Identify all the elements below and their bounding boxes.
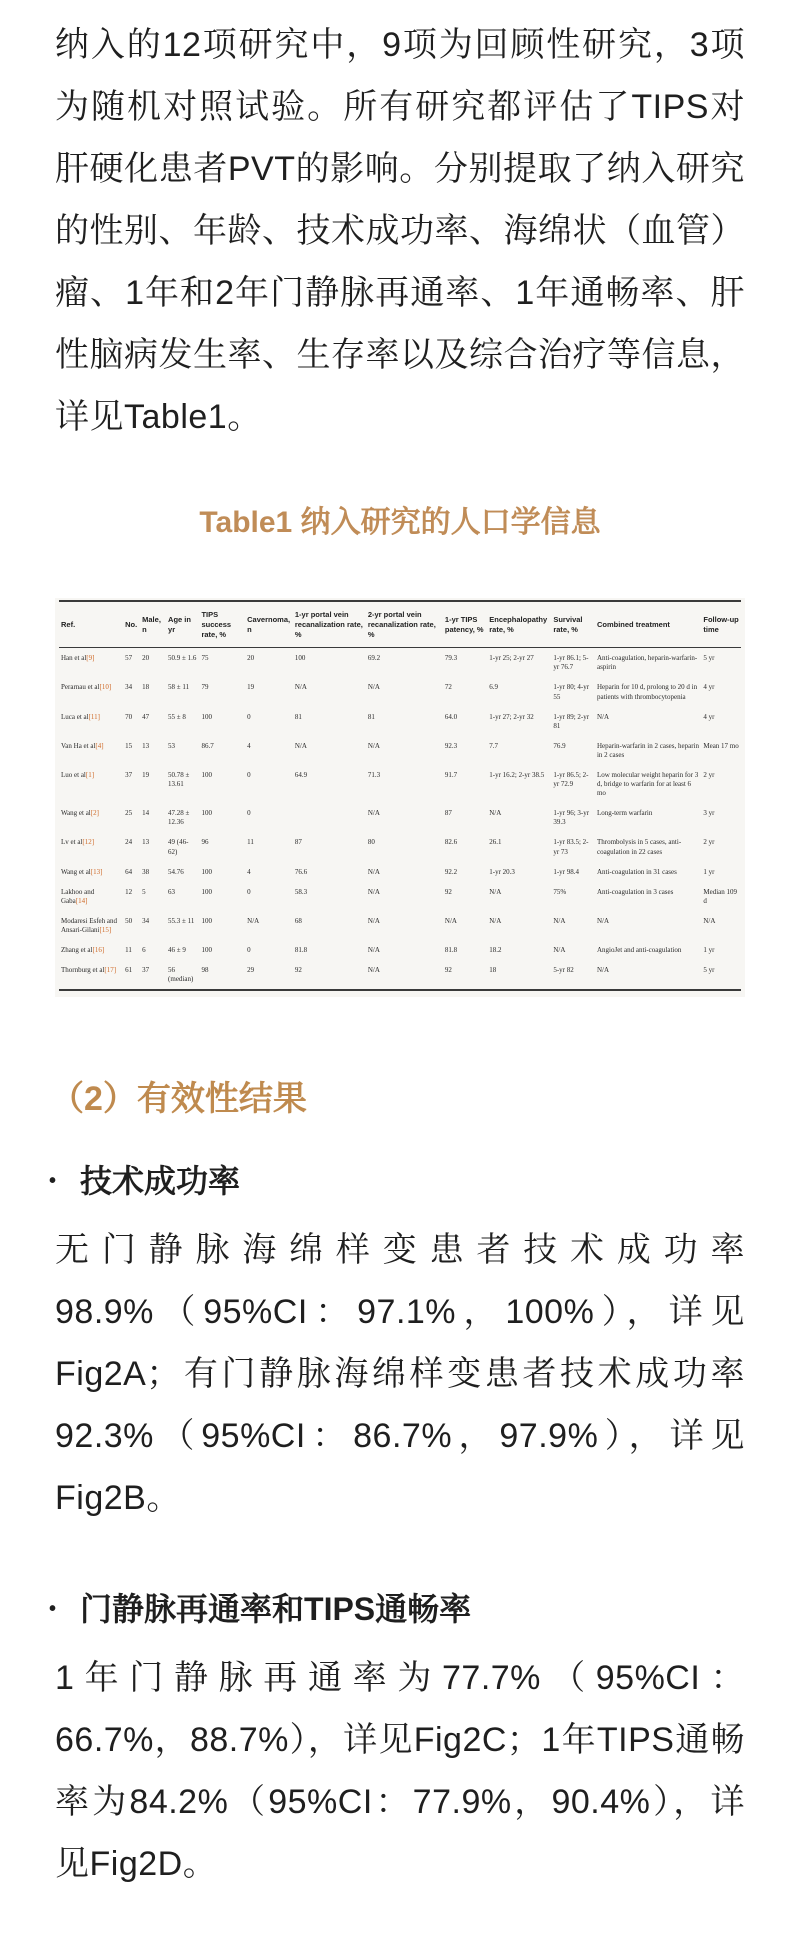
table-cell: Wang et al[2] (61, 809, 99, 818)
table-cell: 92 (444, 966, 452, 975)
table-cell: 81.8 (444, 946, 458, 955)
table-cell: 29 (247, 966, 255, 975)
table-cell: 11 (247, 838, 254, 847)
table-cell: Anti-coagulation in 3 cases (596, 887, 674, 896)
table-cell: 1-yr 25; 2-yr 27 (489, 654, 534, 663)
table-cell: 15 (125, 741, 133, 750)
table-cell: 91.7 (444, 771, 458, 779)
table-cell: 72 (444, 683, 452, 692)
table-cell: 1 yr (703, 867, 715, 876)
table-cell: 100 (201, 712, 212, 721)
table-cell: 100 (201, 867, 212, 876)
table-row (59, 862, 741, 882)
table-cell: 64.0 (444, 712, 458, 721)
table-cell: 14 (142, 809, 150, 818)
table-cell: 20 (247, 654, 255, 663)
table-title: Table1 纳入研究的人口学信息 (199, 506, 601, 539)
table-cell: 1-yr 80; 4-yr 55 (553, 683, 590, 701)
table-cell: 37 (125, 771, 133, 779)
table-cell: N/A (367, 809, 380, 818)
table-cell: Heparin-warfarin in 2 cases, heparin in 2 cases (596, 741, 700, 759)
table-cell: N/A (367, 966, 380, 975)
table-cell: 71.3 (367, 771, 381, 779)
table-cell: N/A (596, 966, 610, 975)
table-cell: 2 yr (703, 771, 715, 779)
table-cell: 76.9 (553, 741, 566, 750)
table-cell: 5 yr (703, 654, 715, 663)
reference-number: [1] (85, 771, 95, 779)
table-cell: Perarnau et al[10] (61, 683, 112, 692)
bullet-icon: • (49, 1598, 57, 1621)
table-cell: 13 (142, 741, 150, 750)
table-cell: 54.76 (168, 867, 184, 876)
table-cell: 100 (201, 809, 212, 818)
table-cell: Thornburg et al[17] (61, 966, 117, 975)
table-cell: 1-yr 98.4 (553, 867, 579, 876)
table-cell: Han et al[9] (61, 654, 95, 663)
table-cell: 26.1 (489, 838, 502, 847)
table-cell: N/A (703, 916, 716, 925)
table-cell: 18 (142, 683, 150, 692)
table-cell: 79.3 (444, 654, 458, 663)
table-cell: N/A (367, 916, 380, 925)
table-cell: 18.2 (489, 946, 502, 955)
table-cell: N/A (367, 867, 380, 876)
table-cell: N/A (596, 916, 610, 925)
table-cell: 0 (247, 771, 251, 779)
table-cell: N/A (367, 946, 380, 955)
table-cell: Van Ha et al[4] (61, 741, 104, 750)
table-cell: Luca et al[11] (61, 712, 100, 721)
table-cell: 4 yr (703, 683, 715, 692)
table-cell: Mean 17 mo (703, 741, 739, 750)
table-header-cell: Follow-up time (701, 601, 741, 648)
table-cell: 64.9 (294, 771, 308, 779)
table-cell: 1-yr 27; 2-yr 32 (489, 712, 534, 721)
table-cell: 80 (367, 838, 375, 847)
table-cell: 4 (247, 867, 251, 876)
table-cell: 81.8 (294, 946, 308, 955)
table-cell: Low molecular weight heparin for 3 d, bridge to warfarin for at least 6 mo (596, 771, 699, 798)
reference-number: [11] (88, 712, 100, 721)
table-cell: 86.7 (201, 741, 214, 750)
table-header-cell: TIPS success rate, % (199, 601, 245, 648)
table-cell: 20 (142, 654, 150, 663)
table-cell: 2 yr (703, 838, 715, 847)
reference-number: [9] (86, 654, 95, 663)
table-cell: N/A (489, 809, 502, 818)
table-cell: 4 (247, 741, 251, 750)
bullet-item-recanalization-patency (49, 1587, 745, 1631)
table-cell: 58 ± 11 (168, 683, 190, 692)
table-cell: 1-yr 86.5; 2-yr 72.9 (553, 771, 589, 789)
table-cell: 37 (142, 966, 150, 975)
table-cell: N/A (367, 741, 380, 750)
table-cell: Modaresi Esfeh and Ansari-Gilani[15] (61, 916, 117, 935)
table-header-cell: 2-yr portal vein recanalization rate, % (366, 601, 443, 648)
table-cell: Median 109 d (703, 887, 737, 905)
table-header-cell: Age in yr (166, 601, 199, 648)
table-cell: 1-yr 89; 2-yr 81 (553, 712, 590, 730)
table-cell: 1-yr 96; 3-yr 39.3 (553, 809, 590, 827)
technical-success-paragraph: 无门静脉海绵样变患者技术成功率98.9%（95%CI：97.1%，100%），详见Fig2A；有门静脉海绵样变患者技术成功率92.3%（95%CI：86.7%，97.9%），详见Fig2B。 (55, 1231, 745, 1518)
table-cell: 98 (201, 966, 209, 975)
table-cell: 55 ± 8 (168, 712, 186, 721)
table-cell: 57 (125, 654, 133, 663)
table-header-cell: Cavernoma, n (245, 601, 293, 648)
table-cell: 87 (294, 838, 302, 847)
reference-number: [14] (75, 896, 88, 905)
table-cell: 49 (46-62) (168, 838, 189, 856)
table-cell: N/A (553, 946, 566, 955)
table-cell: 92 (444, 887, 452, 896)
table-cell: 1 yr (703, 946, 715, 955)
table-cell: 75 (201, 654, 209, 663)
table-header-cell: Survival rate, % (551, 601, 595, 648)
table-cell: N/A (294, 741, 307, 750)
table-cell: 1-yr 83.5; 2-yr 73 (553, 838, 589, 856)
table-cell: 79 (201, 683, 209, 692)
table-cell: 56 (median) (168, 966, 194, 984)
table-header-cell: Ref. (59, 601, 123, 648)
table-cell: 19 (142, 771, 150, 779)
table-cell: N/A (367, 683, 380, 692)
intro-paragraph: 纳入的12项研究中，9项为回顾性研究，3项为随机对照试验。所有研究都评估了TIPS对肝硬化患者PVT的影响。分别提取了纳入研究的性别、年龄、技术成功率、海绵状（血管）瘤、1年和2年门静脉再通率、1年通畅率、肝性脑病发生率、生存率以及综合治疗等信息，详见Table1。 (55, 26, 745, 436)
table-cell: Anti-coagulation, heparin-warfarin-aspirin (596, 654, 698, 672)
table-cell: 64 (125, 867, 133, 876)
table-cell: 46 ± 9 (168, 946, 186, 955)
table-header-cell: 1-yr portal vein recanalization rate, % (293, 601, 366, 648)
table-cell: Heparin for 10 d, prolong to 20 d in patients with thrombocytopenia (596, 683, 698, 701)
table-header-cell: Male, n (140, 601, 166, 648)
table-cell: Long-term warfarin (596, 809, 653, 818)
table-cell: 6.9 (489, 683, 498, 692)
table-cell: 68 (294, 916, 302, 925)
table-header-cell: No. (123, 601, 140, 648)
table-cell: 1-yr 16.2; 2-yr 38.5 (489, 771, 545, 779)
reference-number: [10] (99, 683, 112, 692)
table-cell: 100 (294, 654, 306, 663)
table-cell: 5-yr 82 (553, 966, 574, 975)
table-cell: 38 (142, 867, 150, 876)
table-cell: 0 (247, 887, 251, 896)
bullet-label: 技术成功率 (80, 1163, 241, 1200)
table-cell: 92 (294, 966, 302, 975)
table-row (59, 803, 741, 832)
table-cell: 100 (201, 916, 212, 925)
table-cell: 55.3 ± 11 (168, 916, 195, 925)
reference-number: [15] (99, 926, 112, 935)
table-cell: 61 (125, 966, 133, 975)
table-cell: N/A (294, 683, 307, 692)
table-header-cell: Combined treatment (595, 601, 701, 648)
table-cell: 19 (247, 683, 255, 692)
table-cell: 25 (125, 809, 133, 818)
table-cell: Zhang et al[16] (61, 946, 105, 955)
table-row (59, 736, 741, 765)
table-cell: 3 yr (703, 809, 715, 818)
table-cell: 5 (142, 887, 146, 896)
table-cell: 6 (142, 946, 146, 955)
table-cell: 4 yr (703, 712, 715, 721)
table-cell: 75% (553, 887, 567, 896)
table-cell: Luo et al[1] (61, 771, 95, 779)
reference-number: [4] (95, 741, 104, 750)
table-cell: 7.7 (489, 741, 498, 750)
table-cell (293, 803, 366, 832)
table-cell: 76.6 (294, 867, 308, 876)
table-cell: N/A (444, 916, 457, 925)
table-cell: 47 (142, 712, 150, 721)
table-cell: 24 (125, 838, 133, 847)
table-cell: N/A (489, 887, 502, 896)
table-cell: 0 (247, 946, 251, 955)
reference-number: [2] (90, 809, 99, 818)
table-row (59, 882, 741, 911)
table-cell: 0 (247, 809, 251, 818)
demographics-table (59, 600, 741, 991)
section-heading: （2）有效性结果 (50, 1080, 307, 1119)
table-row (59, 960, 741, 990)
table-cell: 100 (201, 771, 212, 779)
table-cell: N/A (489, 916, 502, 925)
table-cell: 12 (125, 887, 133, 896)
table-cell: Lv et al[12] (61, 838, 95, 847)
reference-number: [12] (82, 838, 95, 847)
table-cell: N/A (367, 887, 380, 896)
table-header-cell: 1-yr TIPS patency, % (443, 601, 487, 648)
table-row (59, 765, 741, 803)
table-cell: 18 (489, 966, 497, 975)
table1-figure (55, 598, 745, 997)
table-cell: 50 (125, 916, 133, 925)
table-row (59, 940, 741, 960)
table-cell: 100 (201, 946, 212, 955)
table-cell: 0 (247, 712, 251, 721)
table-cell: 82.6 (444, 838, 458, 847)
table-cell: 81 (367, 712, 375, 721)
reference-number: [17] (104, 966, 117, 975)
bullet-icon: • (49, 1170, 57, 1193)
table-cell: Anti-coagulation in 31 cases (596, 867, 677, 876)
bullet-item-technical-success (49, 1159, 745, 1203)
table-cell: 81 (294, 712, 302, 721)
table-cell: N/A (596, 712, 610, 721)
table-cell: 13 (142, 838, 150, 847)
table-cell: 58.3 (294, 887, 308, 896)
table-cell: 34 (125, 683, 133, 692)
table-cell: 92.3 (444, 741, 458, 750)
table-cell: 1-yr 20.3 (489, 867, 515, 876)
table-cell: 70 (125, 712, 133, 721)
table-cell: 96 (201, 838, 209, 847)
table-cell: 34 (142, 916, 150, 925)
table-header-row (59, 601, 741, 648)
table-cell: 5 yr (703, 966, 715, 975)
table-row (59, 648, 741, 678)
table-cell: Lakhoo and Gaba[14] (61, 887, 95, 905)
table-cell: 50.9 ± 1.6 (168, 654, 197, 663)
table-cell: 11 (125, 946, 132, 955)
table-cell: Wang et al[13] (61, 867, 103, 876)
table-header-cell: Encephalopathy rate, % (487, 601, 551, 648)
table-cell: Thrombolysis in 5 cases, anti-coagulation in 22 cases (596, 838, 682, 856)
table-row (59, 911, 741, 940)
table-cell: 50.78 ± 13.61 (168, 771, 190, 789)
table-row (59, 707, 741, 736)
table-row (59, 677, 741, 706)
table-row (59, 832, 741, 861)
table-cell: 47.28 ± 12.36 (168, 809, 190, 827)
table-cell: 1-yr 86.1; 5-yr 76.7 (553, 654, 589, 672)
table-cell: 53 (168, 741, 176, 750)
bullet-label: 门静脉再通率和TIPS通畅率 (80, 1591, 472, 1628)
reference-number: [16] (92, 946, 105, 955)
table-cell: 100 (201, 887, 212, 896)
table-cell: 69.2 (367, 654, 381, 663)
table-cell: 87 (444, 809, 452, 818)
recanalization-patency-paragraph: 1年门静脉再通率为77.7%（95%CI：66.7%，88.7%），详见Fig2C；1年TIPS通畅率为84.2%（95%CI：77.9%，90.4%），详见Fig2D。 (55, 1659, 745, 1884)
reference-number: [13] (90, 867, 103, 876)
table-cell: AngioJet and anti-coagulation (596, 946, 682, 955)
table-cell: N/A (247, 916, 260, 925)
table-cell: 92.2 (444, 867, 458, 876)
table-cell: N/A (553, 916, 566, 925)
table-cell: 63 (168, 887, 176, 896)
